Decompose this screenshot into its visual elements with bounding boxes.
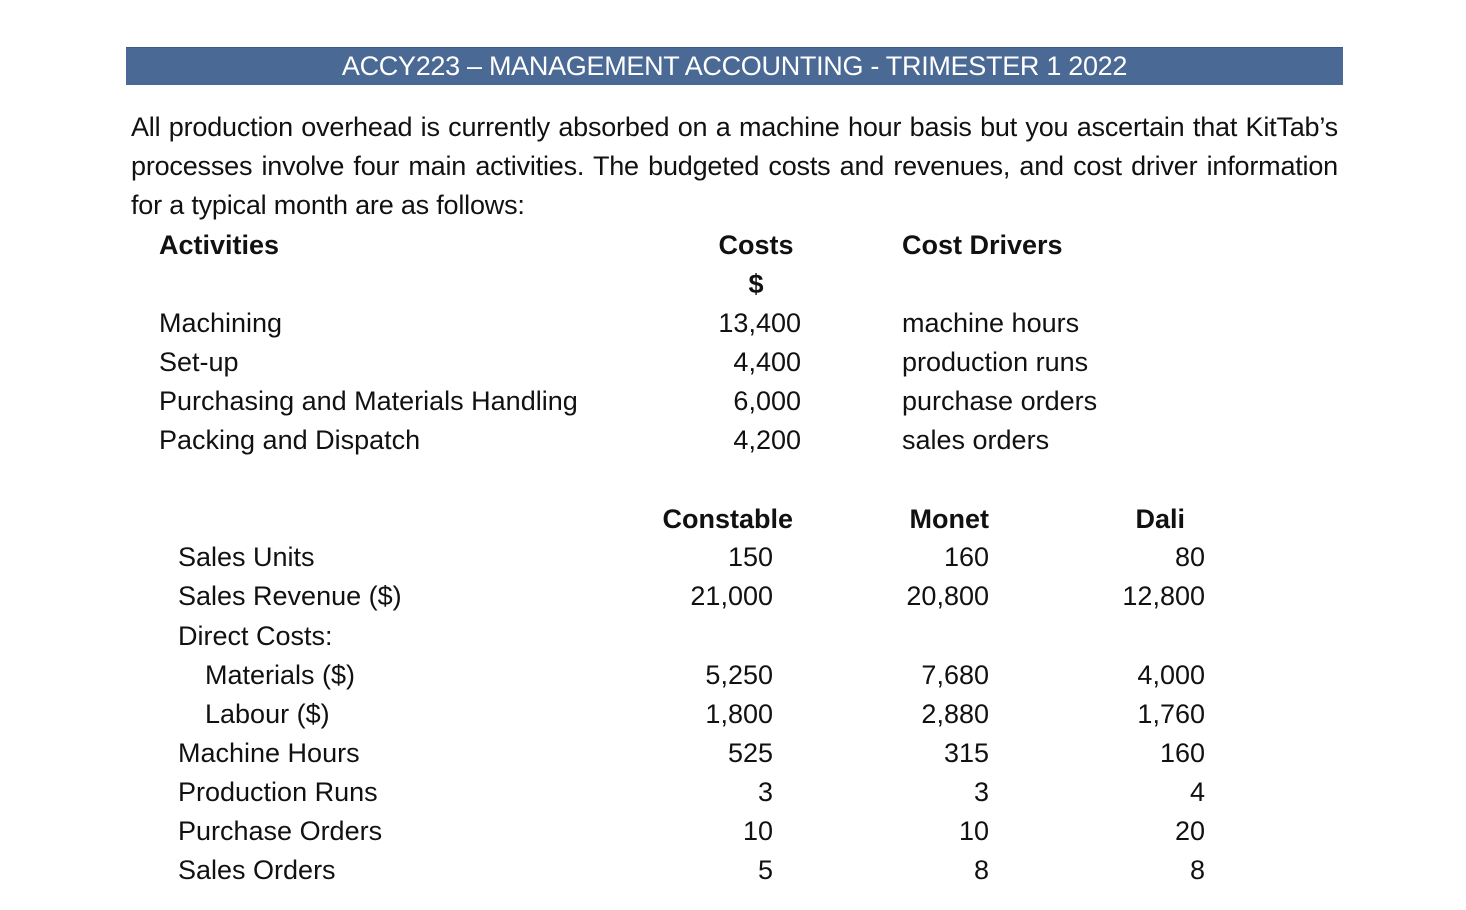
activities-header: Activities — [159, 230, 280, 260]
monet-value: 8 — [973, 855, 989, 885]
monet-value: 2,880 — [921, 699, 989, 729]
row-label: Materials ($) — [205, 660, 356, 690]
constable-header: Constable — [662, 504, 793, 534]
row-label: Machine Hours — [178, 738, 360, 768]
page-title: ACCY223 – MANAGEMENT ACCOUNTING - TRIMESTER 1 2022 — [341, 51, 1128, 81]
monet-value: 20,800 — [906, 581, 989, 611]
constable-value: 1,800 — [705, 699, 773, 729]
drivers-header: Cost Drivers — [902, 230, 1063, 260]
row-label: Purchase Orders — [178, 816, 383, 846]
activity-label: Packing and Dispatch — [159, 425, 421, 455]
activity-label: Set-up — [159, 347, 239, 377]
row-label: Production Runs — [178, 777, 378, 807]
costs-header: Costs — [718, 230, 794, 260]
dali-value: 1,760 — [1137, 699, 1205, 729]
monet-value: 10 — [958, 816, 989, 846]
monet-header: Monet — [909, 504, 989, 534]
constable-value: 21,000 — [690, 581, 773, 611]
activity-cost: 4,400 — [733, 347, 801, 377]
constable-value: 150 — [727, 542, 773, 572]
title-banner — [126, 47, 1343, 85]
dali-value: 4,000 — [1137, 660, 1205, 690]
intro-paragraph: All production overhead is currently absorbed on a machine hour basis but you ascertain that KitTab’s processes involve four main activities. The budgeted costs and revenues, and cost driver information for a typical month are as follows: — [131, 112, 1338, 220]
activity-driver: production runs — [902, 347, 1089, 377]
row-label: Labour ($) — [205, 699, 330, 729]
row-label: Sales Units — [178, 542, 315, 572]
row-label: Sales Revenue ($) — [178, 581, 402, 611]
monet-value: 3 — [973, 777, 989, 807]
constable-value: 525 — [727, 738, 773, 768]
dali-value: 12,800 — [1122, 581, 1205, 611]
activity-label: Machining — [159, 308, 283, 338]
dali-value: 4 — [1189, 777, 1205, 807]
dali-value: 160 — [1159, 738, 1205, 768]
constable-value: 5,250 — [705, 660, 773, 690]
currency-header: $ — [748, 269, 764, 299]
activity-cost: 4,200 — [733, 425, 801, 455]
monet-value: 7,680 — [921, 660, 989, 690]
activity-cost: 6,000 — [733, 386, 801, 416]
monet-value: 315 — [943, 738, 989, 768]
dali-value: 80 — [1174, 542, 1205, 572]
activity-cost: 13,400 — [718, 308, 801, 338]
activity-driver: purchase orders — [902, 386, 1098, 416]
constable-value: 3 — [757, 777, 773, 807]
activity-label: Purchasing and Materials Handling — [159, 386, 578, 416]
row-label: Direct Costs: — [178, 621, 333, 651]
constable-value: 5 — [757, 855, 773, 885]
dali-value: 20 — [1174, 816, 1205, 846]
activity-driver: machine hours — [902, 308, 1080, 338]
dali-header: Dali — [1135, 504, 1185, 534]
activity-driver: sales orders — [902, 425, 1050, 455]
constable-value: 10 — [742, 816, 773, 846]
dali-value: 8 — [1189, 855, 1205, 885]
monet-value: 160 — [943, 542, 989, 572]
row-label: Sales Orders — [178, 855, 336, 885]
